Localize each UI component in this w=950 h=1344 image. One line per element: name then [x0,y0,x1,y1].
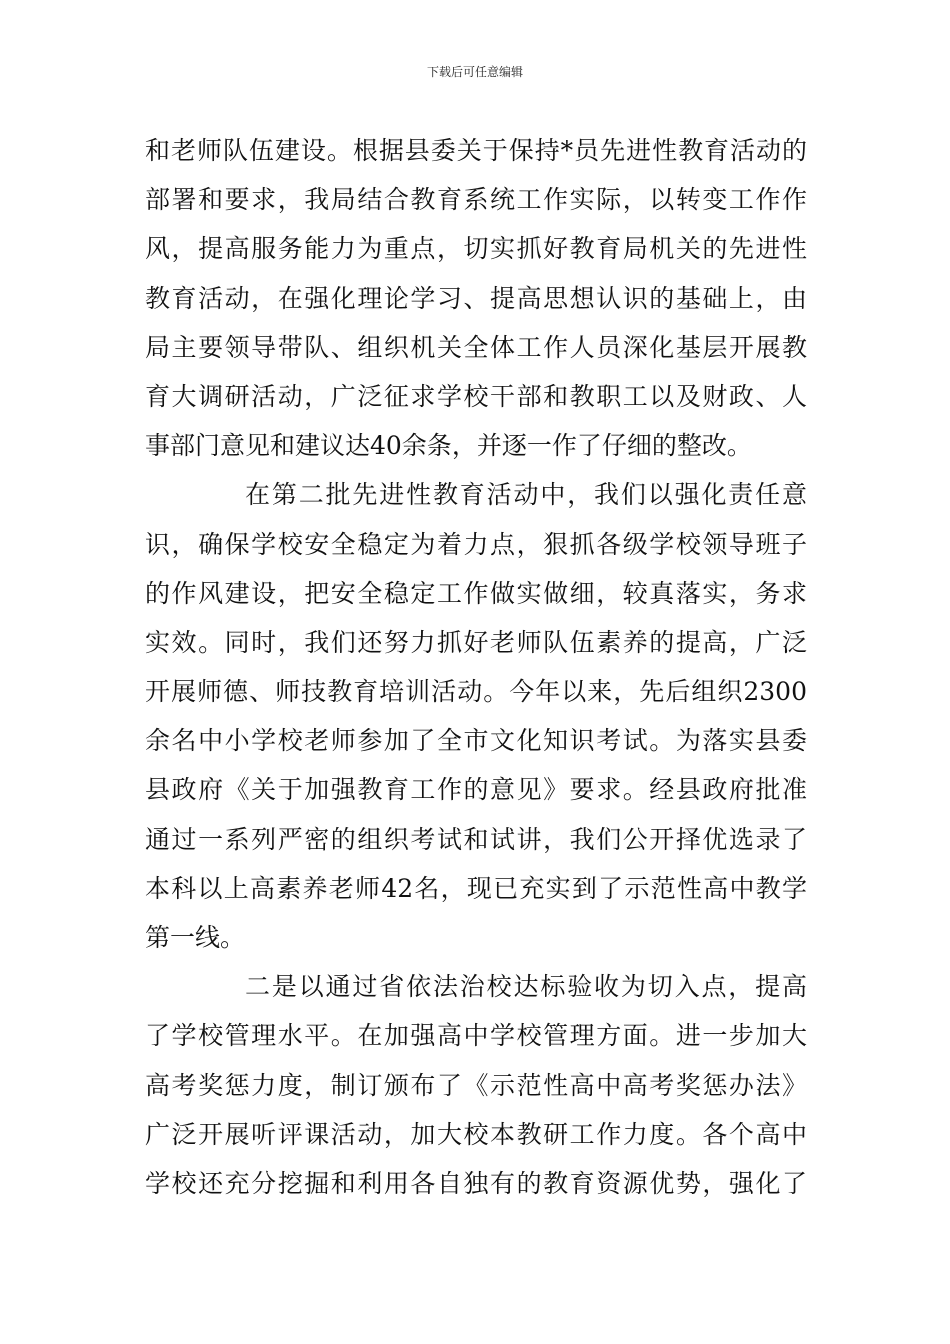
paragraph-3 [145,962,807,1208]
text-line: 余名中小学校老师参加了全市文化知识考试。为落实县委 [145,726,807,756]
text-line: 通过一系列严密的组织考试和试讲，我们公开择优选录了 [145,824,807,854]
text-line: 的作风建设，把安全稳定工作做实做细，较真落实，务求 [145,578,807,608]
text-line: 高考奖惩力度，制订颁布了《示范性高中高考奖惩办法》 [145,1070,807,1100]
text-line: 事部门意见和建议达40余条，并逐一作了仔细的整改。 [145,431,752,461]
text-line: 部署和要求，我局结合教育系统工作实际，以转变工作作 [145,185,807,215]
text-line: 风，提高服务能力为重点，切实抓好教育局机关的先进性 [145,234,807,264]
paragraph-2 [145,470,807,962]
page-header: 下载后可任意编辑 [426,65,523,79]
text-line: 教育活动，在强化理论学习、提高思想认识的基础上，由 [145,283,807,313]
text-line: 县政府《关于加强教育工作的意见》要求。经县政府批准 [145,775,807,805]
text-line: 局主要领导带队、组织机关全体工作人员深化基层开展教 [145,332,807,362]
text-line: 和老师队伍建设。根据县委关于保持*员先进性教育活动的 [145,136,807,165]
text-line: 二是以通过省依法治校达标验收为切入点，提高 [245,972,807,1002]
paragraph-1 [145,126,807,470]
text-line: 实效。同时，我们还努力抓好老师队伍素养的提高，广泛 [145,627,807,657]
text-line: 育大调研活动，广泛征求学校干部和教职工以及财政、人 [145,381,807,411]
text-line: 了学校管理水平。在加强高中学校管理方面。进一步加大 [145,1021,807,1051]
text-line: 学校还充分挖掘和利用各自独有的教育资源优势，强化了 [145,1168,807,1198]
text-line: 本科以上高素养老师42名，现已充实到了示范性高中教学 [145,873,807,903]
text-line: 识，确保学校安全稳定为着力点，狠抓各级学校领导班子 [145,529,807,559]
text-line: 开展师德、师技教育培训活动。今年以来，先后组织2300 [145,677,807,707]
text-line: 在第二批先进性教育活动中，我们以强化责任意 [245,480,807,510]
text-line: 第一线。 [145,923,246,952]
document-body [145,126,807,1208]
text-line: 广泛开展听评课活动，加大校本教研工作力度。各个高中 [145,1119,807,1149]
